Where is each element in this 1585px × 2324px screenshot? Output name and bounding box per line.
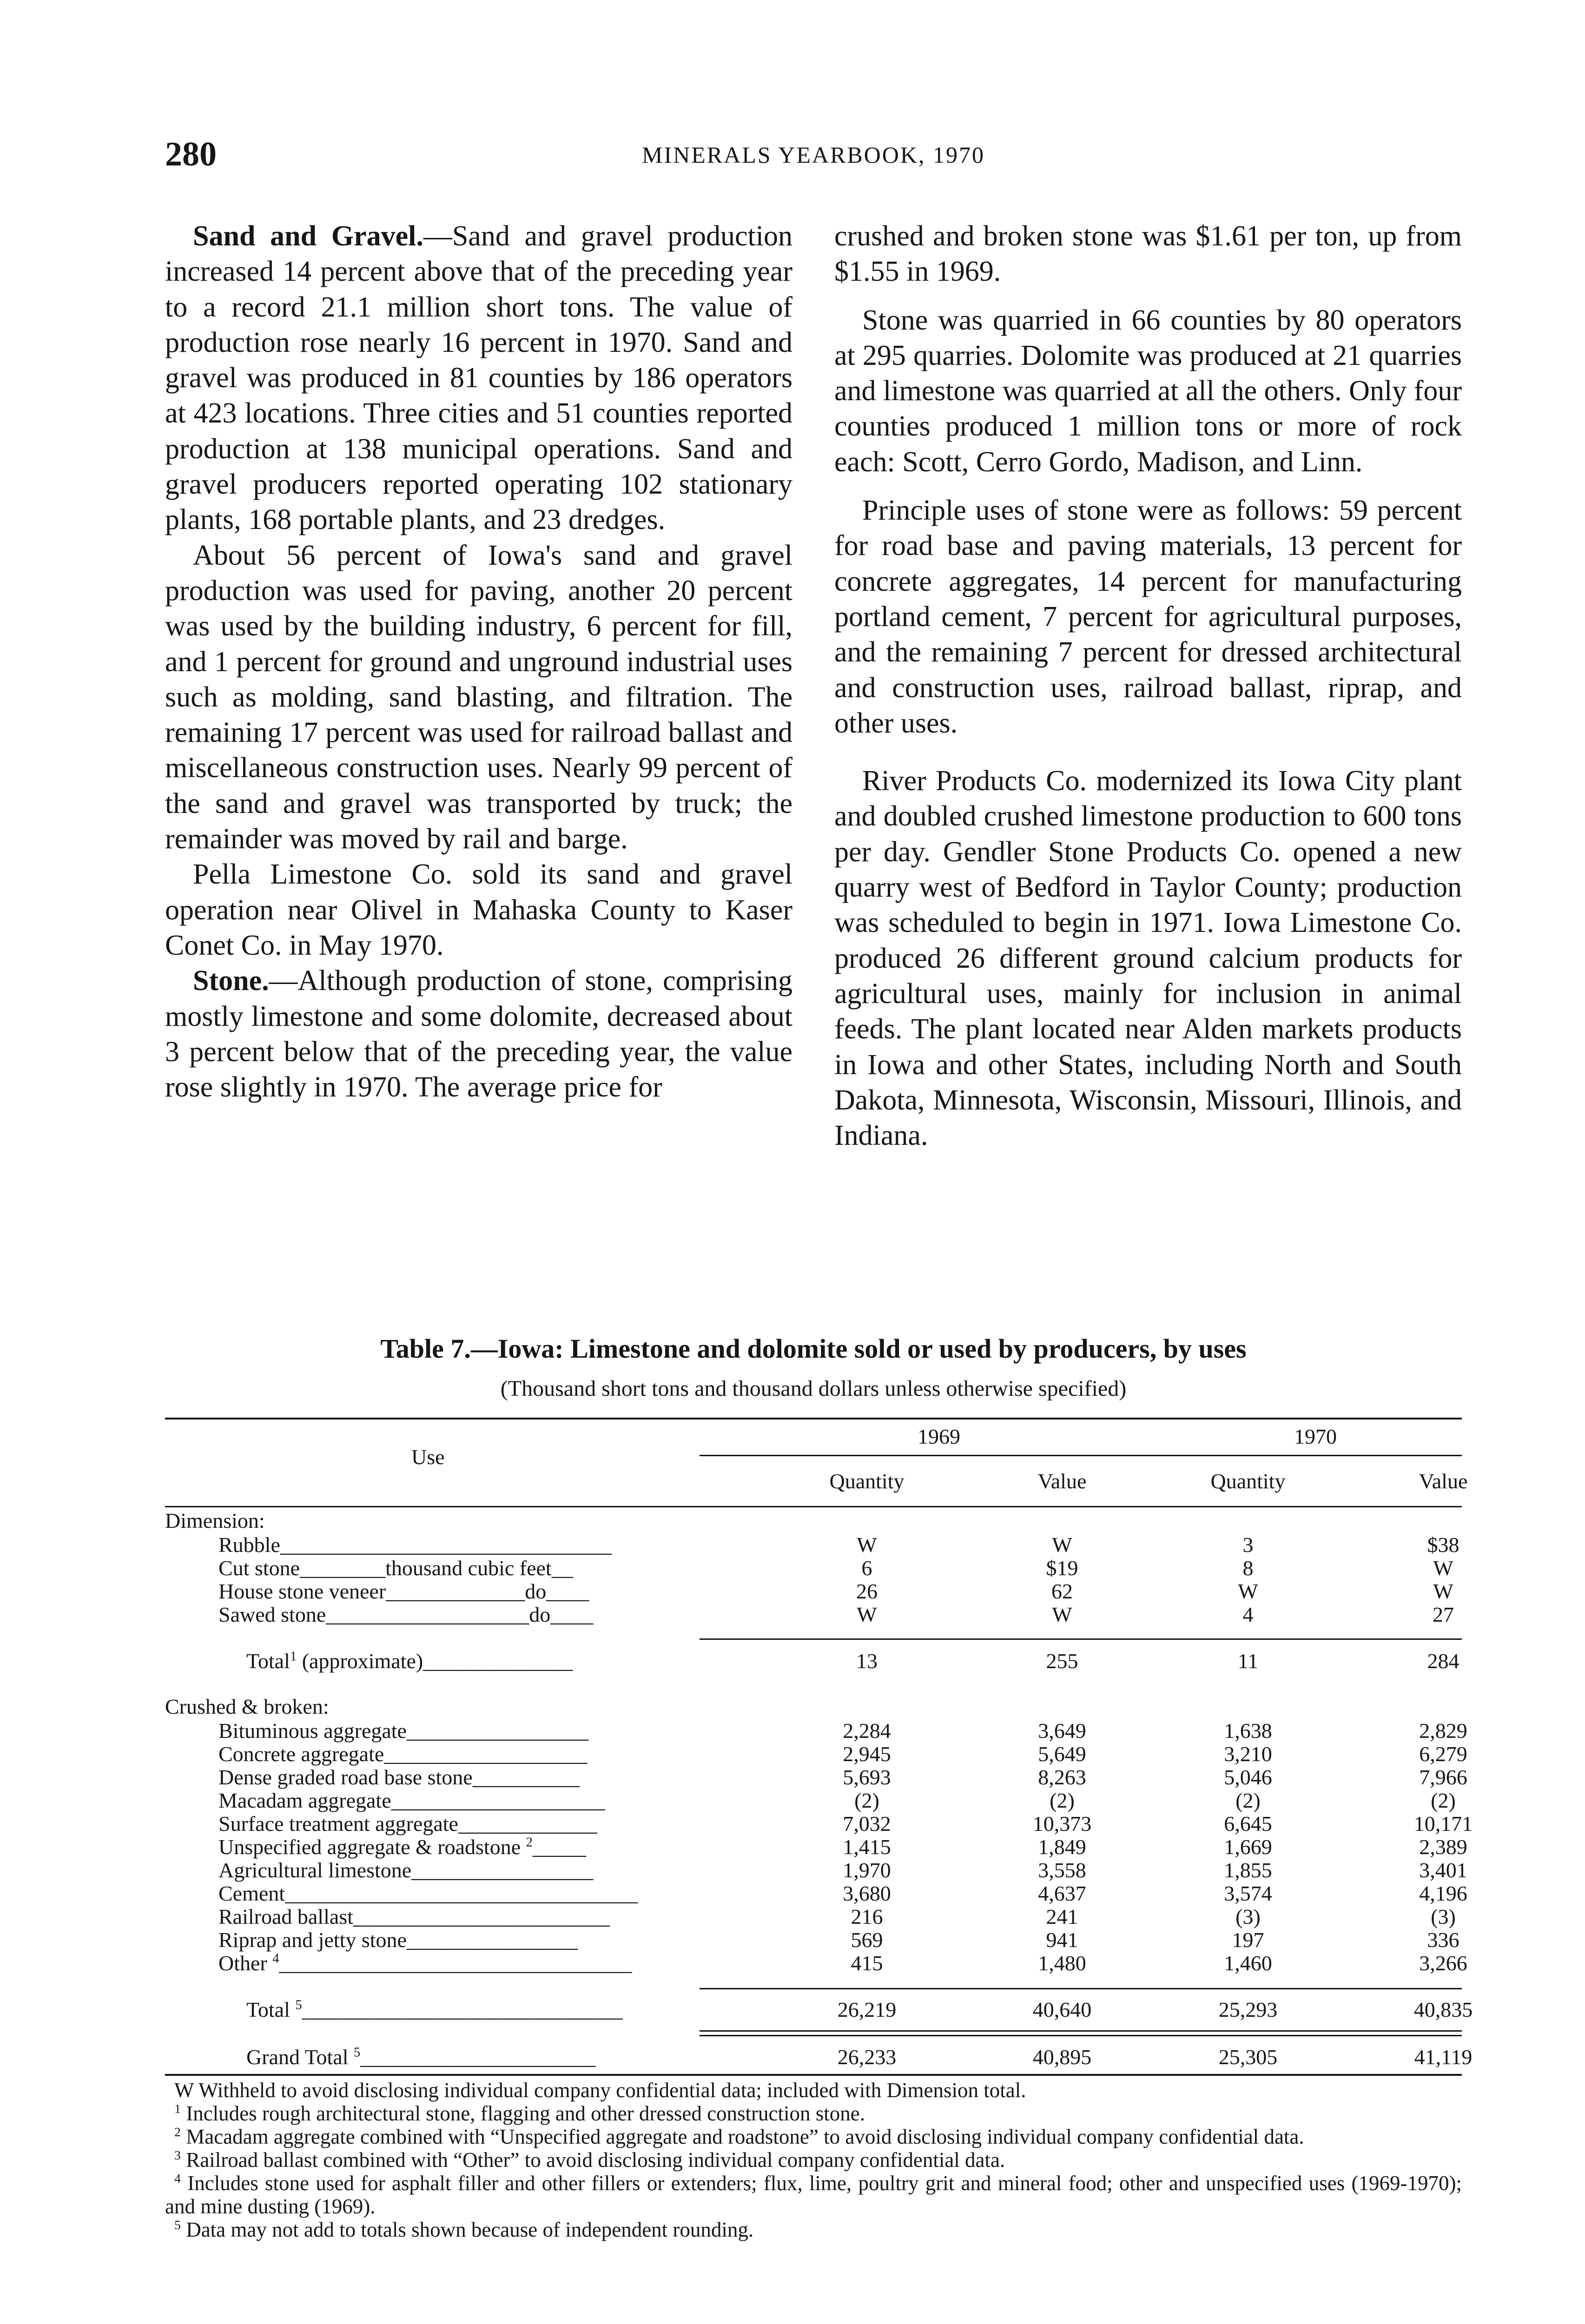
cell-quantity-1969: 1,415 bbox=[843, 1835, 891, 1859]
paragraph: Stone was quarried in 66 counties by 80 operators at 295 quarries. Dolomite was produced at 21 quarries and limestone was quarried at all the others. Only four counties produced 1 million tons or more of rock each: Scott, Cerro Gordo, Madison, and Linn. bbox=[834, 304, 1462, 478]
row-label: Riprap and jetty stone________________ bbox=[218, 1928, 578, 1952]
row-label: Total $^5$______________________________ bbox=[246, 1998, 623, 2021]
cell-value-1969: 941 bbox=[1046, 1928, 1078, 1952]
row-label: Agricultural limestone_________________ bbox=[218, 1858, 594, 1882]
cell-value-1969: 1,849 bbox=[1038, 1835, 1086, 1859]
row-label: Surface treatment aggregate_____________ bbox=[218, 1812, 597, 1835]
cell-value-1970: 3,266 bbox=[1419, 1951, 1467, 1975]
cell-quantity-1969: 6 bbox=[861, 1556, 872, 1580]
cell-value-1969: 3,649 bbox=[1038, 1719, 1086, 1743]
cell-quantity-1970: 5,046 bbox=[1224, 1765, 1272, 1789]
paragraph: Sand and Gravel.—Sand and gravel production increased 14 percent above that of the preceding year to a record 21.1 million short tons. The value of production rose nearly 16 percent in 1970. Sand and gravel was produced in 81 counties by 186 operators at 423 locations. Three cities and 51 counties reported production at 138 municipal operations. Sand and gravel producers reported operating 102 stationary plants, 168 portable plants, and 23 dredges. bbox=[165, 220, 793, 536]
cell-value-1969: W bbox=[1052, 1603, 1072, 1626]
row-label: Sawed stone___________________do____ bbox=[218, 1603, 594, 1626]
row-label: Grand Total $^5$______________________ bbox=[246, 2045, 596, 2069]
table-footnotes bbox=[165, 2079, 1462, 2241]
cell-value-1970: 40,835 bbox=[1413, 1998, 1473, 2021]
row-label: Macadam aggregate____________________ bbox=[218, 1789, 605, 1812]
cell-quantity-1970: 4 bbox=[1242, 1603, 1254, 1626]
column-header-value-1970: Value bbox=[1419, 1469, 1468, 1493]
paragraph: Principle uses of stone were as follows: 59 percent for road base and paving materials, 13 percent for concrete aggregates, 14 percent for manufacturing portland cement, 7 percent for agricultural purposes, and the remaining 7 percent for dressed architectural and construction uses, railroad ballast, riprap, and other uses. bbox=[834, 495, 1462, 739]
cell-value-1969: 4,637 bbox=[1038, 1882, 1086, 1905]
cell-value-1970: 2,389 bbox=[1419, 1835, 1467, 1859]
cell-value-1969: 40,895 bbox=[1032, 2045, 1092, 2069]
cell-value-1970: $38 bbox=[1427, 1533, 1460, 1557]
footnote: $^4$ Includes stone used for asphalt filler and other fillers or extenders; flux, lime, poultry grit and mineral food; other and unspecified uses (1969-1970); and mine dusting (1969). bbox=[165, 2172, 1462, 2218]
page-number: 280 bbox=[165, 135, 217, 173]
cell-value-1970: 10,171 bbox=[1413, 1812, 1473, 1835]
cell-quantity-1969: 216 bbox=[851, 1905, 883, 1928]
cell-quantity-1969: 26,219 bbox=[837, 1998, 897, 2021]
cell-quantity-1970: 3,574 bbox=[1224, 1882, 1272, 1905]
cell-value-1969: 40,640 bbox=[1032, 1998, 1092, 2021]
row-label: House stone veneer_____________do____ bbox=[218, 1579, 589, 1603]
cell-value-1969: 1,480 bbox=[1038, 1951, 1086, 1975]
table-bottom-rule bbox=[165, 2074, 1462, 2076]
cell-value-1970: 7,966 bbox=[1419, 1765, 1467, 1789]
cell-value-1970: W bbox=[1433, 1556, 1453, 1580]
cell-quantity-1969: 1,970 bbox=[843, 1858, 891, 1882]
cell-value-1970: W bbox=[1433, 1579, 1453, 1603]
cell-quantity-1969: 13 bbox=[856, 1649, 878, 1673]
footnote: $^5$ Data may not add to totals shown because of independent rounding. bbox=[174, 2218, 754, 2241]
rule-1970 bbox=[1088, 1455, 1462, 1456]
section-label-crushed: Crushed & broken: bbox=[165, 1695, 329, 1718]
cell-value-1969: 62 bbox=[1051, 1579, 1073, 1603]
cell-quantity-1969: 415 bbox=[851, 1951, 883, 1975]
subtotal-rule bbox=[700, 1988, 1462, 1989]
cell-value-1969: 241 bbox=[1046, 1905, 1078, 1928]
cell-quantity-1970: 3,210 bbox=[1224, 1742, 1272, 1766]
cell-value-1969: 3,558 bbox=[1038, 1858, 1086, 1882]
cell-value-1969: 8,263 bbox=[1038, 1765, 1086, 1789]
footnote: $^3$ Railroad ballast combined with “Other” to avoid disclosing individual company confidential data. bbox=[174, 2148, 1005, 2172]
cell-quantity-1969: 26 bbox=[856, 1579, 878, 1603]
cell-value-1970: (2) bbox=[1431, 1789, 1456, 1812]
header-bottom-rule bbox=[165, 1506, 1462, 1507]
cell-quantity-1970: 3 bbox=[1242, 1533, 1254, 1557]
right-column bbox=[834, 218, 1462, 1153]
cell-value-1969: (2) bbox=[1050, 1789, 1075, 1812]
cell-value-1970: 3,401 bbox=[1419, 1858, 1467, 1882]
cell-quantity-1970: 8 bbox=[1242, 1556, 1254, 1580]
cell-value-1970: 41,119 bbox=[1414, 2045, 1473, 2069]
cell-quantity-1970: 25,293 bbox=[1218, 1998, 1278, 2021]
column-header-1969: 1969 bbox=[918, 1425, 960, 1448]
cell-value-1970: 2,829 bbox=[1419, 1719, 1467, 1743]
cell-quantity-1969: 26,233 bbox=[837, 2045, 897, 2069]
table-title: Table 7.—Iowa: Limestone and dolomite sold or used by producers, by uses bbox=[380, 1334, 1247, 1364]
table-top-rule bbox=[165, 1418, 1462, 1419]
row-label: Railroad ballast________________________ bbox=[218, 1905, 610, 1928]
cell-value-1970: 336 bbox=[1427, 1928, 1460, 1952]
cell-value-1970: 4,196 bbox=[1419, 1882, 1467, 1905]
cell-quantity-1969: 2,284 bbox=[843, 1719, 891, 1743]
column-header-value-1969: Value bbox=[1037, 1469, 1087, 1493]
cell-value-1969: W bbox=[1052, 1533, 1072, 1557]
cell-quantity-1970: 1,638 bbox=[1224, 1719, 1272, 1743]
cell-quantity-1970: (3) bbox=[1235, 1905, 1261, 1928]
table-subtitle: (Thousand short tons and thousand dollars unless otherwise specified) bbox=[500, 1376, 1127, 1401]
row-label: Cement_________________________________ bbox=[218, 1882, 638, 1905]
cell-value-1969: 10,373 bbox=[1032, 1812, 1092, 1835]
cell-quantity-1969: 7,032 bbox=[843, 1812, 891, 1835]
row-label: Cut stone________thousand cubic feet__ bbox=[218, 1556, 573, 1580]
cell-value-1969: $19 bbox=[1046, 1556, 1078, 1580]
cell-value-1970: (3) bbox=[1431, 1905, 1456, 1928]
row-label: Unspecified aggregate & roadstone $^2$_____ bbox=[218, 1835, 586, 1859]
cell-quantity-1970: 197 bbox=[1232, 1928, 1264, 1952]
column-header-use: Use bbox=[411, 1445, 445, 1469]
page-header bbox=[165, 135, 1462, 177]
row-label: Dense graded road base stone__________ bbox=[218, 1765, 580, 1789]
section-heading-stone: Stone. bbox=[193, 965, 269, 997]
cell-value-1970: 284 bbox=[1427, 1649, 1460, 1673]
footnote: $^2$ Macadam aggregate combined with “Unspecified aggregate and roadstone” to avoid disclosing individual company confidential data. bbox=[174, 2125, 1304, 2148]
cell-quantity-1969: W bbox=[857, 1603, 877, 1626]
row-label: Total$^1$ (approximate)______________ bbox=[246, 1649, 573, 1673]
footnote: W Withheld to avoid disclosing individual company confidential data; included with Dimension total. bbox=[174, 2079, 1026, 2102]
running-title: MINERALS YEARBOOK, 1970 bbox=[642, 142, 985, 168]
cell-value-1970: 6,279 bbox=[1419, 1742, 1467, 1766]
column-header-quantity-1969: Quantity bbox=[829, 1469, 905, 1493]
row-label: Bituminous aggregate_________________ bbox=[218, 1719, 588, 1743]
grand-total-rule-top bbox=[700, 2030, 1462, 2032]
cell-quantity-1970: 25,305 bbox=[1218, 2045, 1278, 2069]
cell-value-1969: 5,649 bbox=[1038, 1742, 1086, 1766]
cell-quantity-1970: 1,855 bbox=[1224, 1858, 1272, 1882]
cell-quantity-1969: (2) bbox=[854, 1789, 879, 1812]
paragraph: River Products Co. modernized its Iowa City plant and doubled crushed limestone production to 600 tons per day. Gendler Stone Products Co. opened a new quarry west of Bedford in Taylor County; production was scheduled to begin in 1971. Iowa Limestone Co. produced 26 different ground calcium products for agricultural uses, mainly for inclusion in animal feeds. The plant located near Alden markets products in Iowa and other States, including North and South Dakota, Minnesota, Wisconsin, Missouri, Illinois, and Indiana. bbox=[834, 765, 1462, 1152]
paragraph: About 56 percent of Iowa's sand and gravel production was used for paving, another 20 percent was used by the building industry, 6 percent for fill, and 1 percent for ground and unground industrial uses such as molding, sand blasting, and filtration. The remaining 17 percent was used for railroad ballast and miscellaneous construction uses. Nearly 99 percent of the sand and gravel was transported by truck; the remainder was moved by rail and barge. bbox=[165, 539, 792, 855]
cell-quantity-1969: W bbox=[857, 1533, 877, 1557]
section-heading-sand-gravel: Sand and Gravel. bbox=[193, 220, 423, 252]
cell-quantity-1969: 3,680 bbox=[843, 1882, 891, 1905]
row-label: Other $^4$_________________________________ bbox=[218, 1951, 632, 1975]
cell-quantity-1970: 11 bbox=[1237, 1649, 1259, 1673]
column-header-1970: 1970 bbox=[1294, 1425, 1337, 1448]
paragraph: Stone.—Although production of stone, comprising mostly limestone and some dolomite, decreased about 3 percent below that of the preceding year, the value rose slightly in 1970. The average price for bbox=[165, 965, 792, 1103]
cell-quantity-1970: W bbox=[1238, 1579, 1258, 1603]
cell-quantity-1970: 6,645 bbox=[1224, 1812, 1272, 1835]
cell-quantity-1969: 569 bbox=[851, 1928, 883, 1952]
cell-quantity-1969: 2,945 bbox=[843, 1742, 891, 1766]
subtotal-rule bbox=[700, 1638, 1462, 1640]
row-label: Rubble_______________________________ bbox=[218, 1533, 612, 1557]
cell-value-1970: 27 bbox=[1433, 1603, 1454, 1626]
column-header-quantity-1970: Quantity bbox=[1210, 1469, 1286, 1493]
left-column bbox=[165, 218, 792, 1105]
cell-quantity-1970: 1,669 bbox=[1224, 1835, 1272, 1859]
grand-total-rule-bottom bbox=[700, 2035, 1462, 2036]
cell-quantity-1969: 5,693 bbox=[843, 1765, 891, 1789]
row-label: Concrete aggregate___________________ bbox=[218, 1742, 588, 1766]
cell-value-1969: 255 bbox=[1046, 1649, 1078, 1673]
cell-quantity-1970: (2) bbox=[1235, 1789, 1261, 1812]
footnote: $^1$ Includes rough architectural stone, flagging and other dressed construction stone. bbox=[174, 2102, 865, 2125]
section-label-dimension: Dimension: bbox=[165, 1509, 265, 1532]
paragraph: Pella Limestone Co. sold its sand and gravel operation near Olivel in Mahaska County to Kaser Conet Co. in May 1970. bbox=[165, 858, 792, 961]
paragraph: crushed and broken stone was $1.61 per ton, up from $1.55 in 1969. bbox=[834, 220, 1462, 288]
cell-quantity-1970: 1,460 bbox=[1224, 1951, 1272, 1975]
